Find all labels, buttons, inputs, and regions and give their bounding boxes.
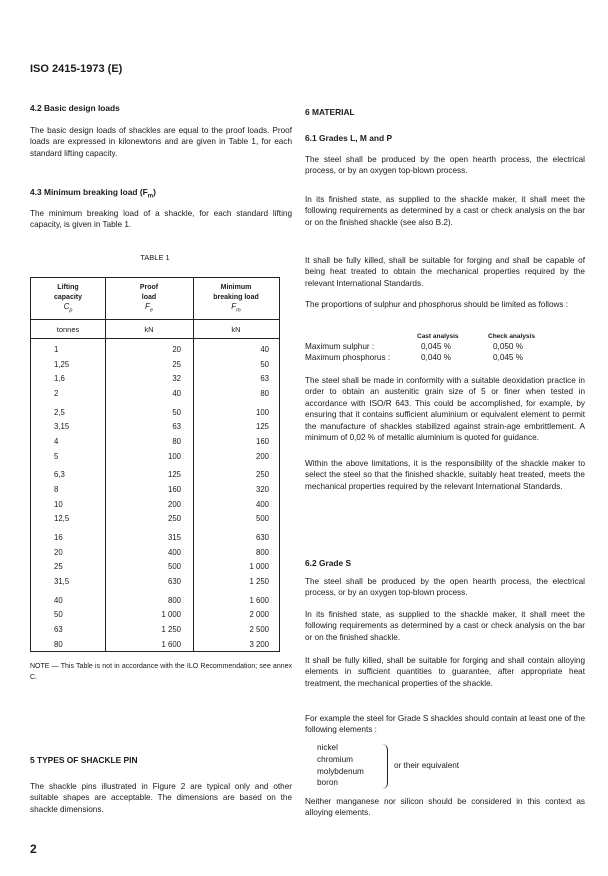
paragraph: The proportions of sulphur and phosphorus should be limited as follows : (305, 300, 569, 309)
page-number: 2 (30, 842, 37, 856)
capacity-cell: 1 (54, 345, 59, 354)
proof-load-cell: 100 (167, 451, 181, 461)
table-row (31, 451, 279, 463)
section-6-2-title: 6.2 Grade S (305, 558, 352, 568)
proof-load-cell: 1 000 (161, 610, 181, 620)
table-row (31, 595, 279, 607)
symbol-subscript: m (236, 307, 241, 314)
paragraph: It shall be fully killed, shall be suitable for forging and shall be capable of being heat treated to obtain the mechanical properties required by the relevant International Standards. (305, 256, 585, 288)
breaking-load-cell: 400 (255, 499, 269, 509)
section-6-1-title: 6.1 Grades L, M and P (305, 133, 393, 143)
proof-load-cell: 1 250 (161, 625, 181, 634)
table-row (31, 576, 279, 588)
column-header (193, 283, 279, 316)
unit-cell: kN (231, 325, 241, 334)
column-header (105, 283, 193, 316)
table-1 (30, 277, 280, 652)
table-row (31, 359, 279, 371)
table-row (31, 388, 279, 400)
title-text: 4.3 Minimum breaking load (F (30, 187, 148, 197)
section-4-2-title: 4.2 Basic design loads (30, 103, 120, 113)
table-row (31, 561, 279, 573)
proof-load-cell: 40 (172, 388, 181, 398)
subscript: m (147, 193, 154, 200)
analysis-label: Maximum phosphorus : (305, 353, 391, 362)
table-row (31, 624, 279, 636)
proof-load-cell: 160 (167, 485, 181, 494)
paragraph: In its finished state, as supplied to the shackle maker, it shall meet the following requirements as determined by a cast or check analysis on the bar or on the finished shackle. (305, 610, 585, 642)
breaking-load-cell: 63 (260, 374, 269, 384)
symbol-subscript: e (149, 307, 153, 314)
breaking-load-cell: 160 (255, 436, 269, 446)
proof-load-cell: 25 (172, 359, 181, 369)
check-value: 0,045 % (493, 353, 524, 362)
breaking-load-cell: 80 (260, 388, 269, 398)
paragraph: Neither manganese nor silicon should be considered in this context as alloying elements. (305, 797, 585, 818)
proof-load-cell: 200 (167, 499, 181, 509)
table-row (31, 421, 279, 433)
symbol: F (231, 302, 237, 311)
table-row (31, 469, 279, 481)
breaking-load-cell: 2 000 (249, 610, 269, 620)
header-line: Minimum (220, 284, 252, 291)
breaking-load-cell: 630 (255, 533, 269, 543)
document-header: ISO 2415-1973 (E) (30, 63, 123, 75)
element-item: chromium (317, 754, 353, 764)
proof-load-cell: 250 (167, 514, 181, 524)
header-line: Proof (139, 284, 159, 291)
check-value: 0,050 % (493, 342, 524, 351)
capacity-cell: 16 (54, 533, 63, 543)
capacity-cell: 1,6 (54, 374, 65, 384)
symbol: C (63, 302, 70, 311)
capacity-cell: 2 (54, 388, 59, 398)
table-row (31, 609, 279, 621)
header-symbol (105, 302, 193, 316)
table-caption: TABLE 1 (140, 253, 170, 262)
proof-load-cell: 315 (167, 533, 181, 543)
header-symbol (193, 302, 279, 316)
paragraph: In its finished state, as supplied to the shackle maker, it shall meet the following requirements as determined by a cast or check analysis on the bar or on the finished shackle (see also B.2). (305, 195, 585, 227)
unit-cell: kN (144, 325, 154, 334)
section-4-3-text: The minimum breaking load of a shackle, for each standard lifting capacity, is given in Table 1. (30, 209, 292, 230)
capacity-cell: 40 (54, 595, 63, 605)
breaking-load-cell: 1 600 (249, 595, 269, 605)
cast-value: 0,045 % (421, 342, 452, 351)
header-line: load (141, 293, 157, 301)
paragraph: For example the steel for Grade S shackles should contain at least one of the following elements : (305, 714, 585, 735)
proof-load-cell: 50 (172, 407, 181, 417)
paragraph: Within the above limitations, it is the responsibility of the shackle maker to select the steel so that the finished shackle, suitably heat treated, meets the mechanical properties required by the relevant International Standards. (305, 459, 585, 491)
table-row (31, 532, 279, 544)
header-line: breaking load (213, 293, 259, 301)
capacity-cell: 25 (54, 562, 63, 572)
check-analysis-header: Check analysis (488, 333, 535, 340)
table-row (31, 484, 279, 496)
capacity-cell: 80 (54, 639, 63, 649)
paragraph: The steel shall be made in conformity with a suitable deoxidation practice in order to obtain an austenitic grain size of 5 or finer when tested in accordance with ISO/R 643. This could be accomplished, for example, by ensuring that it contains sufficient aluminium or equivalent element to permit the manufacture of shackles stabilized against strain-age embrittlement. A minimum of 0,02 % of metallic aluminium is quoted for guidance. (305, 376, 585, 443)
breaking-load-cell: 50 (260, 359, 269, 369)
section-5-text: The shackle pins illustrated in Figure 2 are typical only and other suitable shapes are acceptable. The dimensions are based on the shackle dimensions. (30, 782, 292, 814)
proof-load-cell: 400 (167, 547, 181, 557)
proof-load-cell: 500 (167, 562, 181, 572)
symbol-subscript: p (69, 307, 73, 314)
capacity-cell: 31,5 (54, 576, 70, 586)
table-row (31, 344, 279, 356)
proof-load-cell: 32 (172, 374, 181, 384)
table-row (31, 639, 279, 651)
capacity-cell: 6,3 (54, 470, 65, 480)
section-6-title: 6 MATERIAL (305, 107, 355, 117)
capacity-cell: 8 (54, 485, 59, 494)
unit-cell: tonnes (56, 325, 80, 334)
breaking-load-cell: 2 500 (249, 625, 269, 634)
breaking-load-cell: 125 (255, 422, 269, 432)
breaking-load-cell: 40 (260, 345, 269, 354)
elements-suffix: or their equivalent (394, 761, 460, 770)
table-row (31, 499, 279, 511)
breaking-load-cell: 800 (255, 547, 269, 557)
header-line: capacity (53, 293, 83, 301)
table-row (31, 436, 279, 448)
section-4-3-title (30, 187, 292, 203)
column-header (31, 283, 105, 316)
table-row (31, 407, 279, 419)
capacity-cell: 2,5 (54, 407, 65, 417)
proof-load-cell: 125 (167, 470, 181, 480)
breaking-load-cell: 1 250 (249, 576, 269, 586)
row-divider (31, 319, 279, 320)
capacity-cell: 50 (54, 610, 63, 620)
table-row (31, 373, 279, 385)
capacity-cell: 4 (54, 436, 59, 446)
proof-load-cell: 80 (172, 436, 181, 446)
row-divider (31, 338, 279, 339)
proof-load-cell: 1 600 (161, 639, 181, 649)
cast-value: 0,040 % (421, 353, 452, 362)
breaking-load-cell: 100 (255, 407, 269, 417)
proof-load-cell: 800 (167, 595, 181, 605)
capacity-cell: 10 (54, 499, 63, 509)
capacity-cell: 12,5 (54, 514, 70, 524)
cast-analysis-header: Cast analysis (417, 333, 459, 340)
table-row (31, 513, 279, 525)
paragraph: It shall be fully killed, shall be suitable for forging and shall contain alloying elements in sufficient quantities to guarantee, after appropriate heat treatment, the mechanical properties of the shackle. (305, 656, 585, 688)
title-close: ) (153, 187, 156, 197)
brace (381, 744, 388, 789)
breaking-load-cell: 200 (255, 451, 269, 461)
section-5-title: 5 TYPES OF SHACKLE PIN (30, 755, 138, 765)
capacity-cell: 20 (54, 547, 63, 557)
element-item: boron (317, 778, 338, 788)
proof-load-cell: 630 (167, 576, 181, 586)
breaking-load-cell: 500 (255, 514, 269, 524)
capacity-cell: 3,15 (54, 422, 70, 432)
proof-load-cell: 20 (172, 345, 181, 354)
section-4-2-text: The basic design loads of shackles are equal to the proof loads. Proof loads are expressed in kilonewtons and are given in Table 1, for each standard lifting capacity. (30, 126, 292, 158)
breaking-load-cell: 320 (255, 485, 269, 494)
capacity-cell: 5 (54, 451, 59, 461)
table-row (31, 547, 279, 559)
capacity-cell: 1,25 (54, 359, 70, 369)
header-line: Lifting (57, 284, 79, 291)
table-note: NOTE — This Table is not in accordance with the ILO Recommendation; see annex C. (30, 663, 292, 681)
element-item: molybdenum (317, 766, 364, 776)
paragraph: The steel shall be produced by the open hearth process, the electrical process, or by an oxygen top-blown process. (305, 577, 585, 598)
breaking-load-cell: 3 200 (249, 639, 269, 649)
paragraph: The steel shall be produced by the open hearth process, the electrical process, or by an oxygen top-blown process. (305, 155, 585, 176)
analysis-label: Maximum sulphur : (305, 342, 375, 351)
symbol: F (145, 302, 150, 311)
element-item: nickel (317, 743, 338, 752)
capacity-cell: 63 (54, 625, 63, 634)
header-symbol (31, 302, 105, 316)
breaking-load-cell: 1 000 (249, 562, 269, 572)
proof-load-cell: 63 (172, 422, 181, 432)
breaking-load-cell: 250 (255, 470, 269, 480)
